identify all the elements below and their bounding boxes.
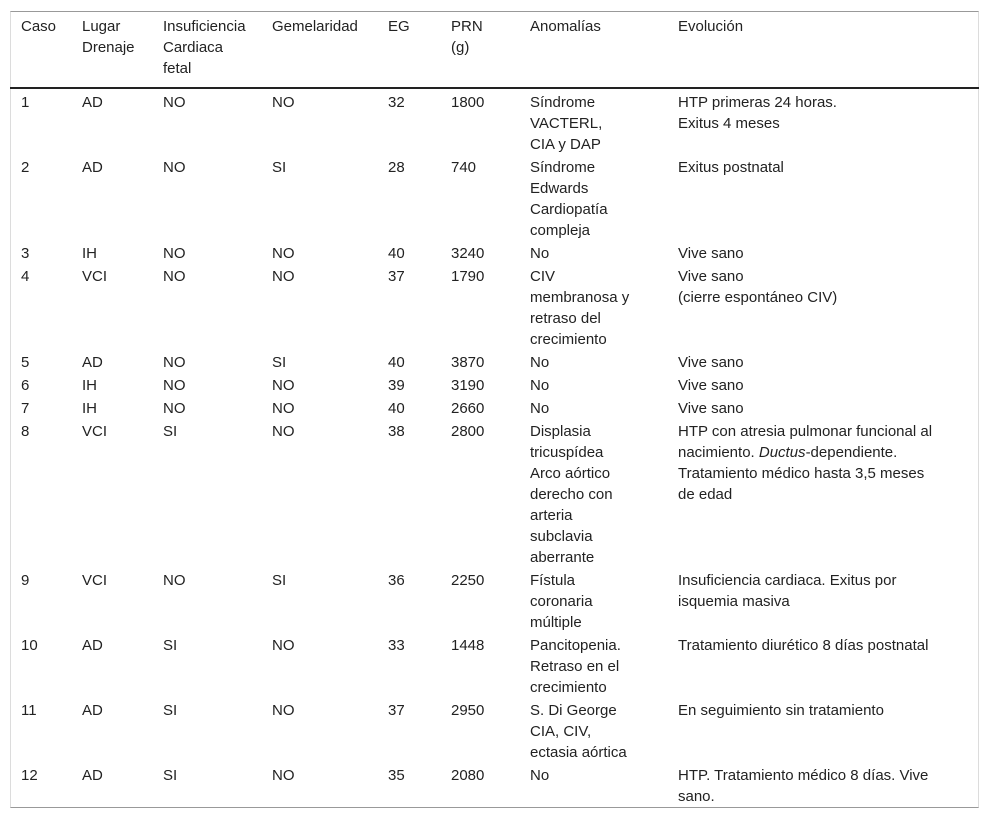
cell-gemelaridad: NO <box>272 94 295 111</box>
table-header <box>10 11 979 88</box>
cell-anomalias: No <box>530 245 550 262</box>
header-row <box>10 11 979 88</box>
cell-evolucion: HTP. Tratamiento médico 8 días. Vive sano. <box>678 767 929 805</box>
cell-gemelaridad: NO <box>272 245 295 262</box>
cell-evolucion: HTP primeras 24 horas. Exitus 4 meses <box>678 94 837 132</box>
cell-lugar: AD <box>82 637 103 654</box>
cell-evolucion: Vive sano <box>678 400 744 417</box>
cell-caso: 12 <box>21 767 38 784</box>
cell-insuficiencia: SI <box>163 767 178 784</box>
cell-insuficiencia: NO <box>163 268 186 285</box>
cell-lugar: VCI <box>82 423 108 440</box>
cell-lugar: AD <box>82 767 103 784</box>
cell-eg: 40 <box>388 354 405 371</box>
cell-evolucion: Vive sano <box>678 354 744 371</box>
table-row <box>10 88 979 157</box>
cell-caso: 8 <box>21 423 30 440</box>
cell-anomalias: CIV membranosa y retraso del crecimiento <box>530 268 630 348</box>
cell-lugar: AD <box>82 702 103 719</box>
table-row <box>10 243 979 266</box>
cell-caso: 6 <box>21 377 30 394</box>
cell-evolucion: Tratamiento diurético 8 días postnatal <box>678 637 929 654</box>
table-row <box>10 398 979 421</box>
cell-caso: 10 <box>21 637 38 654</box>
table-row <box>10 421 979 570</box>
cell-lugar: IH <box>82 377 97 394</box>
table-row <box>10 375 979 398</box>
cell-evolucion: HTP con atresia pulmonar funcional al nacimiento. Ductus-dependiente. Tratamiento médico hasta 3,5 meses de edad <box>667 421 979 570</box>
cell-evolucion: Vive sano <box>678 245 744 262</box>
table-row <box>10 352 979 375</box>
cell-eg: 40 <box>388 400 405 417</box>
table-row <box>10 266 979 352</box>
cell-eg: 33 <box>388 637 405 654</box>
cell-gemelaridad: NO <box>272 423 295 440</box>
cell-anomalias: Síndrome VACTERL, CIA y DAP <box>530 94 603 153</box>
cell-evolucion: Exitus postnatal <box>678 159 784 176</box>
cell-gemelaridad: SI <box>272 159 287 176</box>
cell-prn: 3870 <box>451 354 485 371</box>
cell-eg: 35 <box>388 767 405 784</box>
cell-evolucion: Insuficiencia cardiaca. Exitus por isquemia masiva <box>678 572 897 610</box>
cell-prn: 2660 <box>451 400 485 417</box>
header-anomalias: Anomalías <box>530 18 601 35</box>
cell-lugar: IH <box>82 400 97 417</box>
cell-lugar: VCI <box>82 268 108 285</box>
cell-eg: 37 <box>388 268 405 285</box>
cell-anomalias: S. Di George CIA, CIV, ectasia aórtica <box>530 702 627 761</box>
cell-prn: 740 <box>451 159 477 176</box>
cell-caso: 9 <box>21 572 30 589</box>
table-row <box>10 157 979 243</box>
cell-insuficiencia: NO <box>163 245 186 262</box>
evolucion-line-ductus: nacimiento. Ductus-dependiente. <box>678 444 898 461</box>
cell-prn: 3240 <box>451 245 485 262</box>
cell-eg: 36 <box>388 572 405 589</box>
cell-gemelaridad: NO <box>272 767 295 784</box>
cell-caso: 11 <box>21 702 37 719</box>
cell-evolucion: Vive sano <box>678 377 744 394</box>
cell-insuficiencia: SI <box>163 637 178 654</box>
header-caso: Caso <box>21 18 57 35</box>
cell-anomalias: Displasia tricuspídea Arco aórtico derecho con arteria subclavia aberrante <box>530 423 613 566</box>
cell-insuficiencia: NO <box>163 377 186 394</box>
cell-caso: 2 <box>21 159 30 176</box>
cell-lugar: IH <box>82 245 97 262</box>
cell-eg: 37 <box>388 702 405 719</box>
cell-lugar: AD <box>82 354 103 371</box>
cell-caso: 5 <box>21 354 30 371</box>
cell-prn: 1790 <box>451 268 485 285</box>
cell-anomalias: No <box>530 400 550 417</box>
cell-anomalias: Pancitopenia. Retraso en el crecimiento <box>530 637 621 696</box>
cell-insuficiencia: NO <box>163 400 186 417</box>
header-eg: EG <box>388 18 410 35</box>
cell-gemelaridad: SI <box>272 572 287 589</box>
table-row <box>10 635 979 700</box>
cell-evolucion: Vive sano (cierre espontáneo CIV) <box>678 268 838 306</box>
cell-gemelaridad: NO <box>272 268 295 285</box>
table-row <box>10 700 979 765</box>
cell-anomalias: No <box>530 377 550 394</box>
cell-anomalias: Síndrome Edwards Cardiopatía compleja <box>530 159 608 239</box>
cell-lugar: AD <box>82 94 103 111</box>
cell-prn: 2250 <box>451 572 485 589</box>
header-gemelaridad: Gemelaridad <box>272 18 358 35</box>
table-row <box>10 570 979 635</box>
cell-caso: 4 <box>21 268 30 285</box>
cell-anomalias: Fístula coronaria múltiple <box>530 572 593 631</box>
cell-prn: 3190 <box>451 377 485 394</box>
cell-prn: 1800 <box>451 94 485 111</box>
table-row <box>10 765 979 809</box>
cell-eg: 39 <box>388 377 405 394</box>
cell-insuficiencia: NO <box>163 159 186 176</box>
cell-eg: 38 <box>388 423 405 440</box>
cell-gemelaridad: NO <box>272 377 295 394</box>
cell-insuficiencia: NO <box>163 354 186 371</box>
cell-insuficiencia: NO <box>163 572 186 589</box>
cell-gemelaridad: NO <box>272 702 295 719</box>
cell-lugar: VCI <box>82 572 108 589</box>
cell-lugar: AD <box>82 159 103 176</box>
cell-caso: 7 <box>21 400 30 417</box>
cell-gemelaridad: NO <box>272 637 295 654</box>
cell-insuficiencia: SI <box>163 702 178 719</box>
data-table <box>10 11 979 809</box>
cell-gemelaridad: SI <box>272 354 287 371</box>
table-body <box>10 88 979 809</box>
header-prn: PRN (g) <box>451 18 483 56</box>
cell-prn: 2800 <box>451 423 485 440</box>
cell-eg: 32 <box>388 94 405 111</box>
cell-anomalias: No <box>530 354 550 371</box>
header-evolucion: Evolución <box>678 18 744 35</box>
cell-prn: 2950 <box>451 702 485 719</box>
cell-gemelaridad: NO <box>272 400 295 417</box>
cell-eg: 40 <box>388 245 405 262</box>
cell-prn: 1448 <box>451 637 485 654</box>
header-lugar-drenaje: Lugar Drenaje <box>82 18 135 56</box>
header-insuficiencia: Insuficiencia Cardiaca fetal <box>163 18 246 77</box>
cell-eg: 28 <box>388 159 405 176</box>
cell-caso: 3 <box>21 245 30 262</box>
cell-anomalias: No <box>530 767 550 784</box>
cell-insuficiencia: NO <box>163 94 186 111</box>
cell-prn: 2080 <box>451 767 485 784</box>
cell-caso: 1 <box>21 94 30 111</box>
cell-evolucion: En seguimiento sin tratamiento <box>678 702 884 719</box>
cell-insuficiencia: SI <box>163 423 178 440</box>
